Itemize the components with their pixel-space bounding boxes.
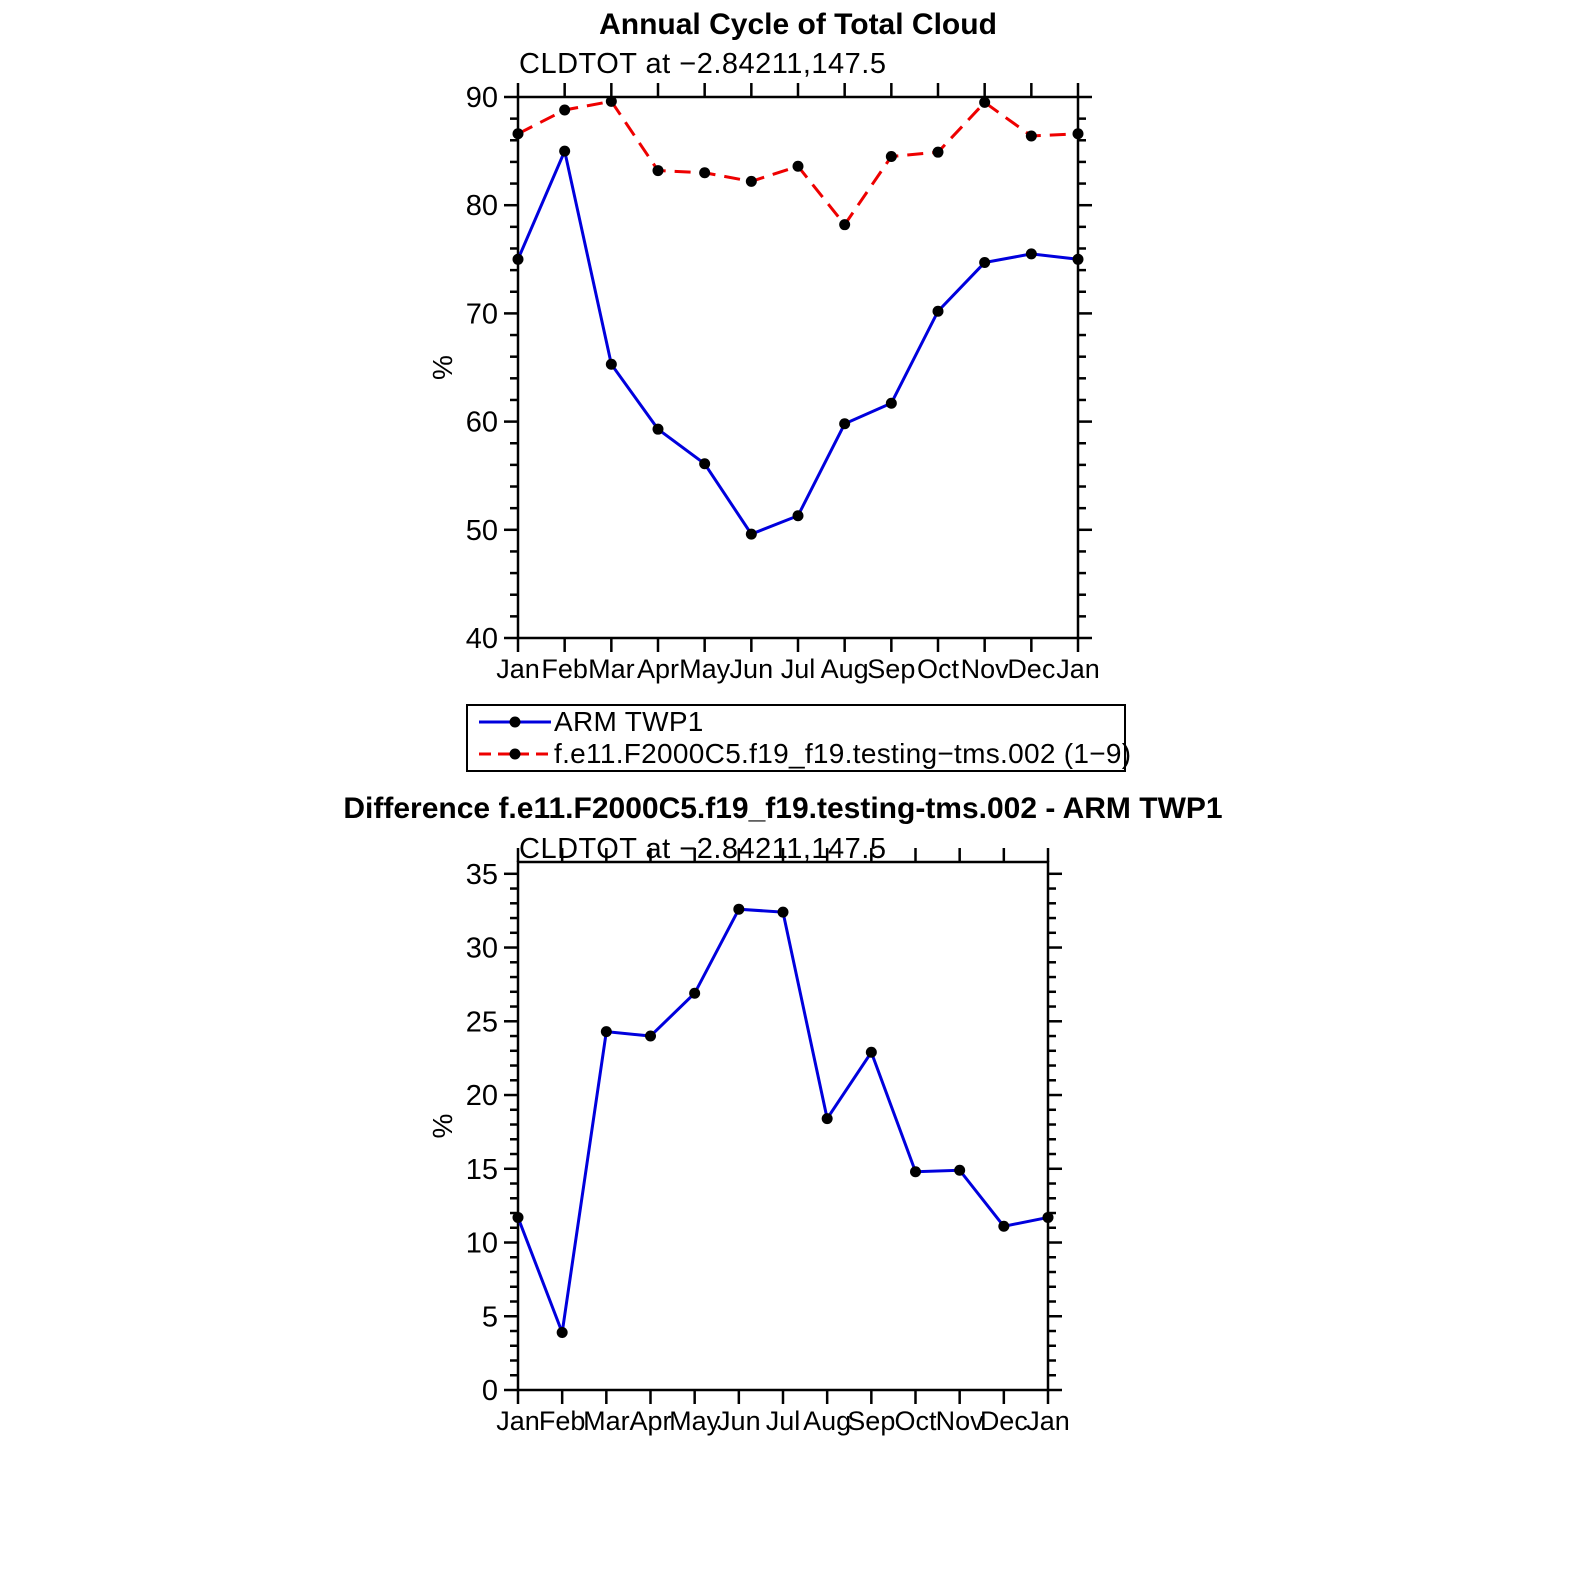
legend-marker-dot: [510, 749, 521, 760]
x-tick-label: Jun: [717, 1406, 761, 1436]
top-chart-subtitle: CLDTOT at −2.84211,147.5: [519, 48, 887, 80]
legend-item-arm-twp1: [468, 706, 1124, 738]
x-tick-label: Jan: [1026, 1406, 1070, 1436]
legend-item-model-run: [468, 738, 1132, 770]
y-axis-label: %: [427, 355, 458, 380]
data-point-marker: [933, 306, 944, 317]
x-tick-label: Jun: [729, 654, 774, 684]
legend-sample-solid-line: [478, 715, 552, 729]
x-tick-label: Jan: [1056, 654, 1100, 684]
y-tick-label: 50: [465, 514, 498, 547]
y-tick-label: 15: [465, 1153, 498, 1186]
data-point-marker: [866, 1047, 877, 1058]
x-tick-label: Mar: [583, 1406, 630, 1436]
x-tick-label: Jan: [496, 1406, 540, 1436]
x-tick-label: May: [679, 654, 731, 684]
legend-label-arm-twp1: ARM TWP1: [554, 706, 704, 737]
bottom-chart-subtitle: CLDTOT at −2.84211,147.5: [519, 833, 887, 865]
x-tick-label: Apr: [636, 654, 680, 684]
data-point-marker: [839, 418, 850, 429]
plot-frame: [518, 862, 1048, 1390]
data-point-marker: [822, 1113, 833, 1124]
data-point-marker: [998, 1221, 1009, 1232]
data-point-marker: [557, 1327, 568, 1338]
legend-label-model-run: f.e11.F2000C5.f19_f19.testing−tms.002 (1−9): [554, 738, 1132, 769]
legend-marker-dot: [510, 717, 521, 728]
data-point-marker: [979, 257, 990, 268]
y-tick-label: 60: [465, 406, 498, 439]
x-tick-label: Jul: [780, 654, 816, 684]
data-point-marker: [689, 988, 700, 999]
data-point-marker: [910, 1166, 921, 1177]
data-point-marker: [513, 1212, 524, 1223]
x-tick-label: Nov: [960, 654, 1009, 684]
legend-sample-dashed-line: [478, 747, 552, 761]
data-point-marker: [933, 147, 944, 158]
y-tick-label: 90: [465, 82, 498, 114]
data-point-marker: [559, 104, 570, 115]
data-point-marker: [746, 529, 757, 540]
data-point-marker: [606, 359, 617, 370]
data-point-marker: [606, 96, 617, 107]
y-tick-label: 10: [465, 1227, 498, 1260]
data-point-marker: [778, 907, 789, 918]
data-point-marker: [513, 254, 524, 265]
y-tick-label: 30: [465, 932, 498, 965]
data-point-marker: [1026, 248, 1037, 259]
legend: [466, 704, 1132, 772]
data-point-marker: [793, 510, 804, 521]
x-tick-label: Jan: [496, 654, 540, 684]
x-tick-label: Feb: [541, 654, 588, 684]
y-tick-label: 35: [465, 858, 498, 891]
top-chart-title: Annual Cycle of Total Cloud: [599, 8, 997, 41]
series-line: [518, 151, 1078, 534]
x-tick-label: Nov: [935, 1406, 984, 1436]
x-tick-label: Sep: [847, 1406, 896, 1436]
x-tick-label: Sep: [867, 654, 916, 684]
data-point-marker: [954, 1165, 965, 1176]
y-tick-label: 25: [465, 1006, 498, 1039]
data-point-marker: [601, 1026, 612, 1037]
x-tick-label: Aug: [803, 1406, 852, 1436]
x-tick-label: Feb: [538, 1406, 586, 1436]
x-tick-label: May: [669, 1406, 721, 1436]
data-point-marker: [733, 904, 744, 915]
x-tick-label: Dec: [1007, 654, 1056, 684]
data-point-marker: [1026, 130, 1037, 141]
data-point-marker: [793, 161, 804, 172]
y-axis-label: %: [427, 1113, 458, 1139]
x-tick-label: Dec: [979, 1406, 1028, 1436]
data-point-marker: [886, 398, 897, 409]
data-point-marker: [886, 151, 897, 162]
data-point-marker: [559, 146, 570, 157]
x-tick-label: Aug: [820, 654, 869, 684]
data-point-marker: [979, 97, 990, 108]
x-tick-label: Mar: [588, 654, 635, 684]
y-tick-label: 40: [465, 623, 498, 655]
data-point-marker: [653, 165, 664, 176]
bottom-chart-title: Difference f.e11.F2000C5.f19_f19.testing-tms.002 - ARM TWP1: [343, 792, 1223, 825]
data-point-marker: [513, 128, 524, 139]
data-point-marker: [699, 458, 710, 469]
y-tick-label: 80: [465, 190, 498, 223]
data-point-marker: [839, 219, 850, 230]
y-tick-label: 20: [465, 1080, 498, 1113]
x-tick-label: Oct: [916, 654, 960, 684]
y-tick-label: 5: [481, 1301, 498, 1334]
plot-frame: [518, 97, 1078, 638]
data-point-marker: [1073, 128, 1084, 139]
data-point-marker: [645, 1031, 656, 1042]
data-point-marker: [699, 167, 710, 178]
series-line: [518, 909, 1048, 1332]
data-point-marker: [1043, 1212, 1054, 1223]
y-tick-label: 70: [465, 298, 498, 331]
data-point-marker: [1073, 254, 1084, 265]
x-tick-label: Apr: [629, 1406, 672, 1436]
y-tick-label: 0: [481, 1375, 498, 1407]
data-point-marker: [746, 176, 757, 187]
x-tick-label: Jul: [765, 1406, 801, 1436]
x-tick-label: Oct: [894, 1406, 937, 1436]
data-point-marker: [653, 424, 664, 435]
